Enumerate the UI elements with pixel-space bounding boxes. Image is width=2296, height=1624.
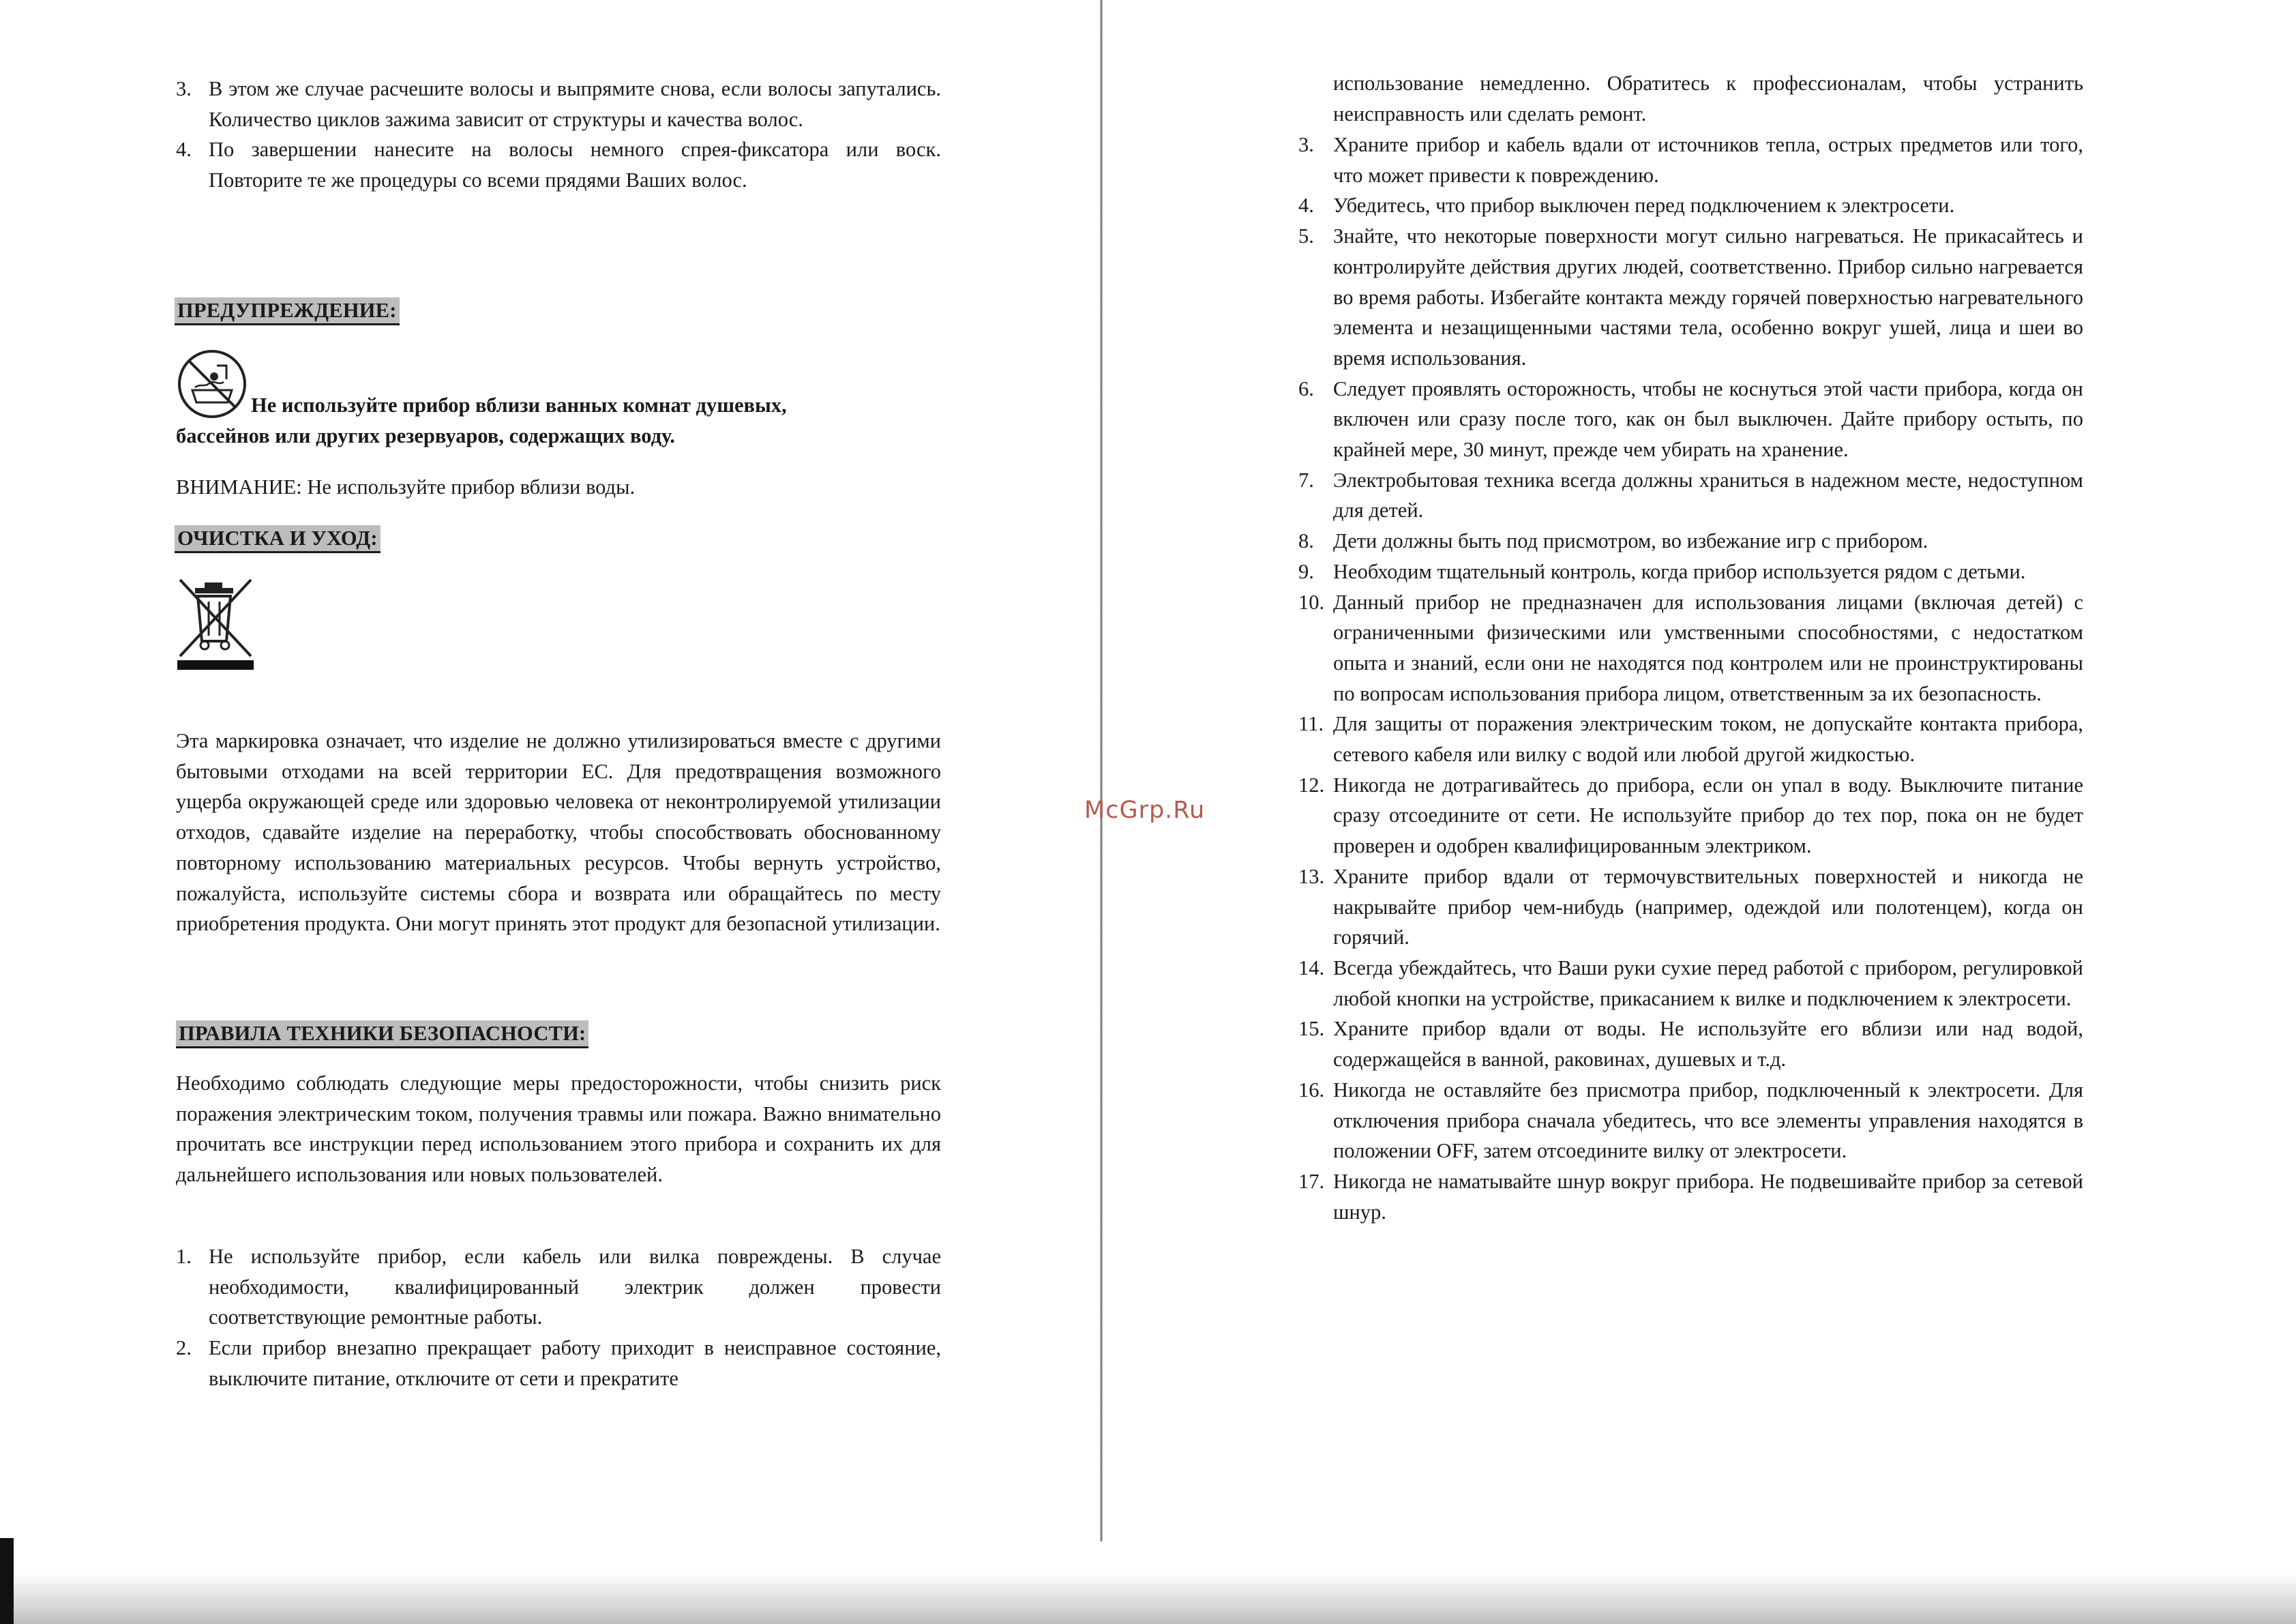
crossed-out-bin-icon bbox=[176, 577, 255, 670]
list-item: 6. Следует проявлять осторожность, чтобы не коснуться этой части прибора, когда он включен или сразу после того, как он был выключен. Дайте прибору остыть, по крайней мере, 30 минут, прежде чем убирать на хранение. bbox=[1298, 377, 2083, 462]
attention-text: ВНИМАНИЕ: Не используйте прибор вблизи воды. bbox=[176, 475, 636, 499]
list-item: 16. Никогда не оставляйте без присмотра прибор, подключенный к электросети. Для отключения прибора сначала убедитесь, что все элементы управления находятся в положении OFF, затем отсоедините вилку от электросети. bbox=[1298, 1078, 2083, 1163]
list-item: 12. Никогда не дотрагивайтесь до прибора, если он упал в воду. Выключите питание сразу отсоедините от сети. Не используйте прибор до тех пор, пока он не будет проверен и одобрен квалифицированным электриком. bbox=[1298, 773, 2083, 858]
warning-text: Не используйте прибор вблизи ванных комнат душевых, бассейнов или других резервуаров, содержащих воду. bbox=[176, 394, 787, 447]
list-item: 2. Если прибор внезапно прекращает работу приходит в неисправное состояние, выключите питание, отключите от сети и прекратите bbox=[176, 1336, 941, 1390]
continuation-paragraph: использование немедленно. Обратитесь к профессионалам, чтобы устранить неисправность или сделать ремонт. bbox=[1333, 72, 2083, 126]
cleaning-heading: ОЧИСТКА И УХОД: bbox=[175, 525, 381, 551]
list-item: 5. Знайте, что некоторые поверхности могут сильно нагреваться. Не прикасайтесь и контролируйте действия других людей, соответственно. Прибор сильно нагревается во время работы. Избегайте контакта между горячей поверхностью нагревательного элемента и незащищенными частями тела, особенно вокруг ушей, лица и шеи во время использования. bbox=[1298, 224, 2083, 370]
left-page bbox=[0, 0, 1098, 1624]
list-item: 1. Не используйте прибор, если кабель или вилка повреждены. В случае необходимости, квалифицированный электрик должен провести соответствующие ремонтные работы. bbox=[176, 1245, 941, 1329]
page-fold bbox=[1100, 0, 1103, 1541]
list-item: 8. Дети должны быть под присмотром, во избежание игр с прибором. bbox=[1298, 529, 1928, 553]
list-item: 9. Необходим тщательный контроль, когда прибор используется рядом с детьми. bbox=[1298, 559, 2026, 583]
watermark: McGrp.Ru bbox=[1084, 797, 1206, 824]
list-item: 7. Электробытовая техника всегда должны храниться в надежном месте, недоступном для детей. bbox=[1298, 468, 2083, 522]
list-item: 4. Убедитесь, что прибор выключен перед подключением к электросети. bbox=[1298, 194, 1955, 218]
safety-intro-paragraph: Необходимо соблюдать следующие меры предосторожности, чтобы снизить риск поражения электрическим током, получения травмы или пожара. Важно внимательно прочитать все инструкции перед использованием этого прибора и сохранить их для дальнейшего использования или новых пользователей. bbox=[176, 1072, 941, 1187]
list-item: 10. Данный прибор не предназначен для использования лицами (включая детей) с ограниченными физическими или умственными способностями, с недостатком опыта и знаний, если они не находятся под контролем или не проинструктированы по вопросам использования прибора лицом, ответственным за их безопасность. bbox=[1298, 590, 2083, 705]
list-item: 4. По завершении нанесите на волосы немного спрея-фиксатора или воск. Повторите те же процедуры со всеми прядями Ваших волос. bbox=[176, 138, 941, 192]
scan-bottom-shadow bbox=[0, 1573, 2296, 1624]
safety-heading: ПРАВИЛА ТЕХНИКИ БЕЗОПАСНОСТИ: bbox=[176, 1020, 588, 1046]
scan-corner-mark bbox=[0, 1538, 14, 1624]
safety-items-list-continued bbox=[1298, 130, 2083, 1227]
recycling-paragraph: Эта маркировка означает, что изделие не должно утилизироваться вместе с другими бытовыми отходами на всей территории ЕС. Для предотвращения возможного ущерба окружающей среде или здоровью человека от неконтролируемой утилизации отходов, сдавайте изделие на переработку, чтобы способствовать обоснованному повторному использованию материальных ресурсов. Чтобы вернуть устройство, пожалуйста, используйте системы сбора и возврата или обращайтесь по месту приобретения продукта. Они могут принять этот продукт для безопасной утилизации. bbox=[176, 729, 941, 936]
list-item: 14. Всегда убеждайтесь, что Ваши руки сухие перед работой с прибором, регулировкой любой кнопки на устройстве, прикасанием к вилке и подключением к электросети. bbox=[1298, 956, 2083, 1010]
hair-steps-list bbox=[176, 74, 941, 196]
right-page bbox=[1108, 0, 2296, 1624]
list-item: 17. Никогда не наматывайте шнур вокруг прибора. Не подвешивайте прибор за сетевой шнур. bbox=[1298, 1169, 2083, 1224]
list-item: 3. В этом же случае расчешите волосы и выпрямите снова, если волосы запутались. Количество циклов зажима зависит от структуры и качества волос. bbox=[176, 77, 941, 131]
warning-heading: ПРЕДУПРЕЖДЕНИЕ: bbox=[175, 297, 400, 323]
list-item: 15. Храните прибор вдали от воды. Не используйте его вблизи или над водой, содержащейся в ванной, раковинах, душевых и т.д. bbox=[1298, 1017, 2083, 1072]
list-item: 13. Храните прибор вдали от термочувствительных поверхностей и никогда не накрывайте прибор чем-нибудь (например, одеждой или полотенцем), когда он горячий. bbox=[1298, 864, 2083, 949]
safety-items-list bbox=[176, 1241, 941, 1394]
list-item: 11. Для защиты от поражения электрическим током, не допускайте контакта прибора, сетевого кабеля или вилку с водой или любой другой жидкостью. bbox=[1298, 712, 2083, 767]
list-item: 3. Храните прибор и кабель вдали от источников тепла, острых предметов или того, что может привести к повреждению. bbox=[1298, 133, 2083, 187]
